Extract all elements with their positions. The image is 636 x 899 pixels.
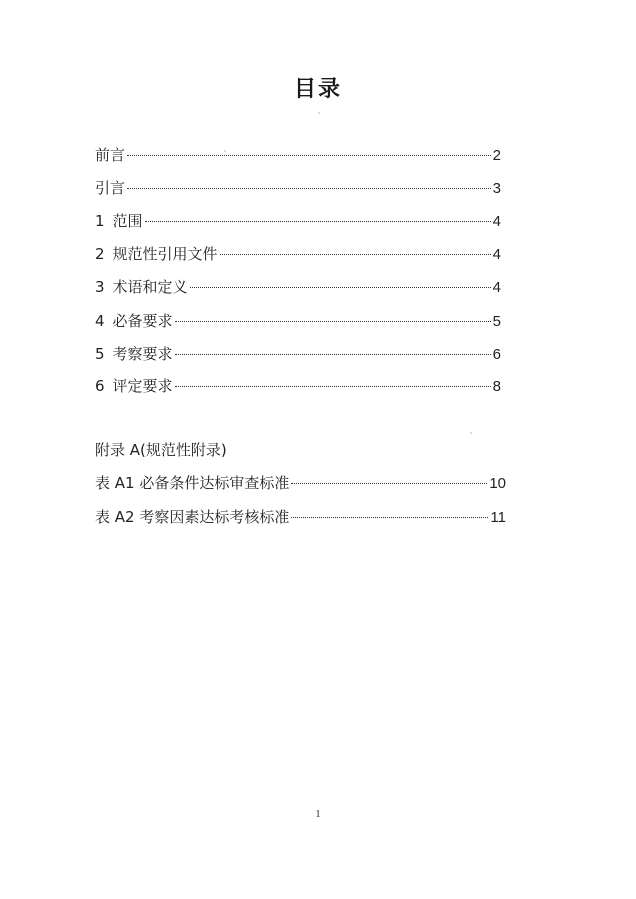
toc-entry-terms-definitions (95, 277, 501, 298)
toc-entry-number: 4 (95, 312, 105, 330)
dot-leader (127, 155, 491, 156)
toc-entry-label: 考察要求 (112, 345, 173, 363)
toc-page-number: 6 (492, 346, 501, 363)
toc-page-number: 5 (492, 313, 501, 330)
scan-speck (470, 432, 472, 434)
toc-entry-number: 2 (95, 245, 105, 263)
dot-leader (220, 254, 491, 255)
dot-leader (175, 386, 491, 387)
toc-entry-essential-requirements (95, 311, 501, 332)
toc-entry-label: 前言 (95, 146, 126, 164)
toc-entry-label: 引言 (95, 179, 126, 197)
toc-entry-label: 规范性引用文件 (112, 245, 218, 263)
toc-entry-label: 术语和定义 (112, 278, 188, 296)
dot-leader (175, 354, 491, 355)
toc-page-number: 4 (492, 246, 501, 263)
toc-page-number: 11 (490, 509, 506, 526)
page-number: 1 (315, 808, 321, 820)
toc-entry-assessment-requirements (95, 376, 501, 397)
scan-speck (318, 112, 320, 114)
toc-entry-scope (95, 211, 501, 232)
dot-leader (127, 188, 491, 189)
scan-speck (224, 150, 226, 152)
toc-entry-label: 范围 (112, 212, 143, 230)
toc-entry-label: 表 A1 必备条件达标审查标准 (95, 474, 290, 492)
toc-entry-table-a2 (95, 507, 506, 528)
toc-entry-label: 表 A2 考察因素达标考核标准 (95, 508, 290, 526)
toc-entry-label: 必备要求 (112, 312, 173, 330)
page-title: 目录 (293, 77, 342, 102)
appendix-heading: 附录 A(规范性附录) (95, 441, 227, 459)
toc-entry-number: 1 (95, 212, 105, 230)
toc-page-number: 3 (492, 180, 501, 197)
toc-entry-number: 6 (95, 377, 105, 395)
toc-page-number: 4 (492, 213, 501, 230)
toc-page-number: 10 (489, 475, 506, 492)
toc-page-number: 4 (492, 279, 501, 296)
dot-leader (291, 517, 488, 518)
toc-entry-normative-references (95, 244, 501, 265)
dot-leader (145, 221, 491, 222)
dot-leader (291, 483, 487, 484)
toc-entry-table-a1 (95, 473, 506, 494)
dot-leader (175, 321, 491, 322)
toc-page-number: 2 (492, 147, 501, 164)
toc-page-number: 8 (492, 378, 501, 395)
toc-entry-foreword (95, 145, 501, 166)
toc-entry-number: 5 (95, 345, 105, 363)
toc-entry-inspection-requirements (95, 344, 501, 365)
toc-entry-label: 评定要求 (112, 377, 173, 395)
dot-leader (190, 287, 491, 288)
toc-entry-number: 3 (95, 278, 105, 296)
toc-entry-introduction (95, 178, 501, 199)
